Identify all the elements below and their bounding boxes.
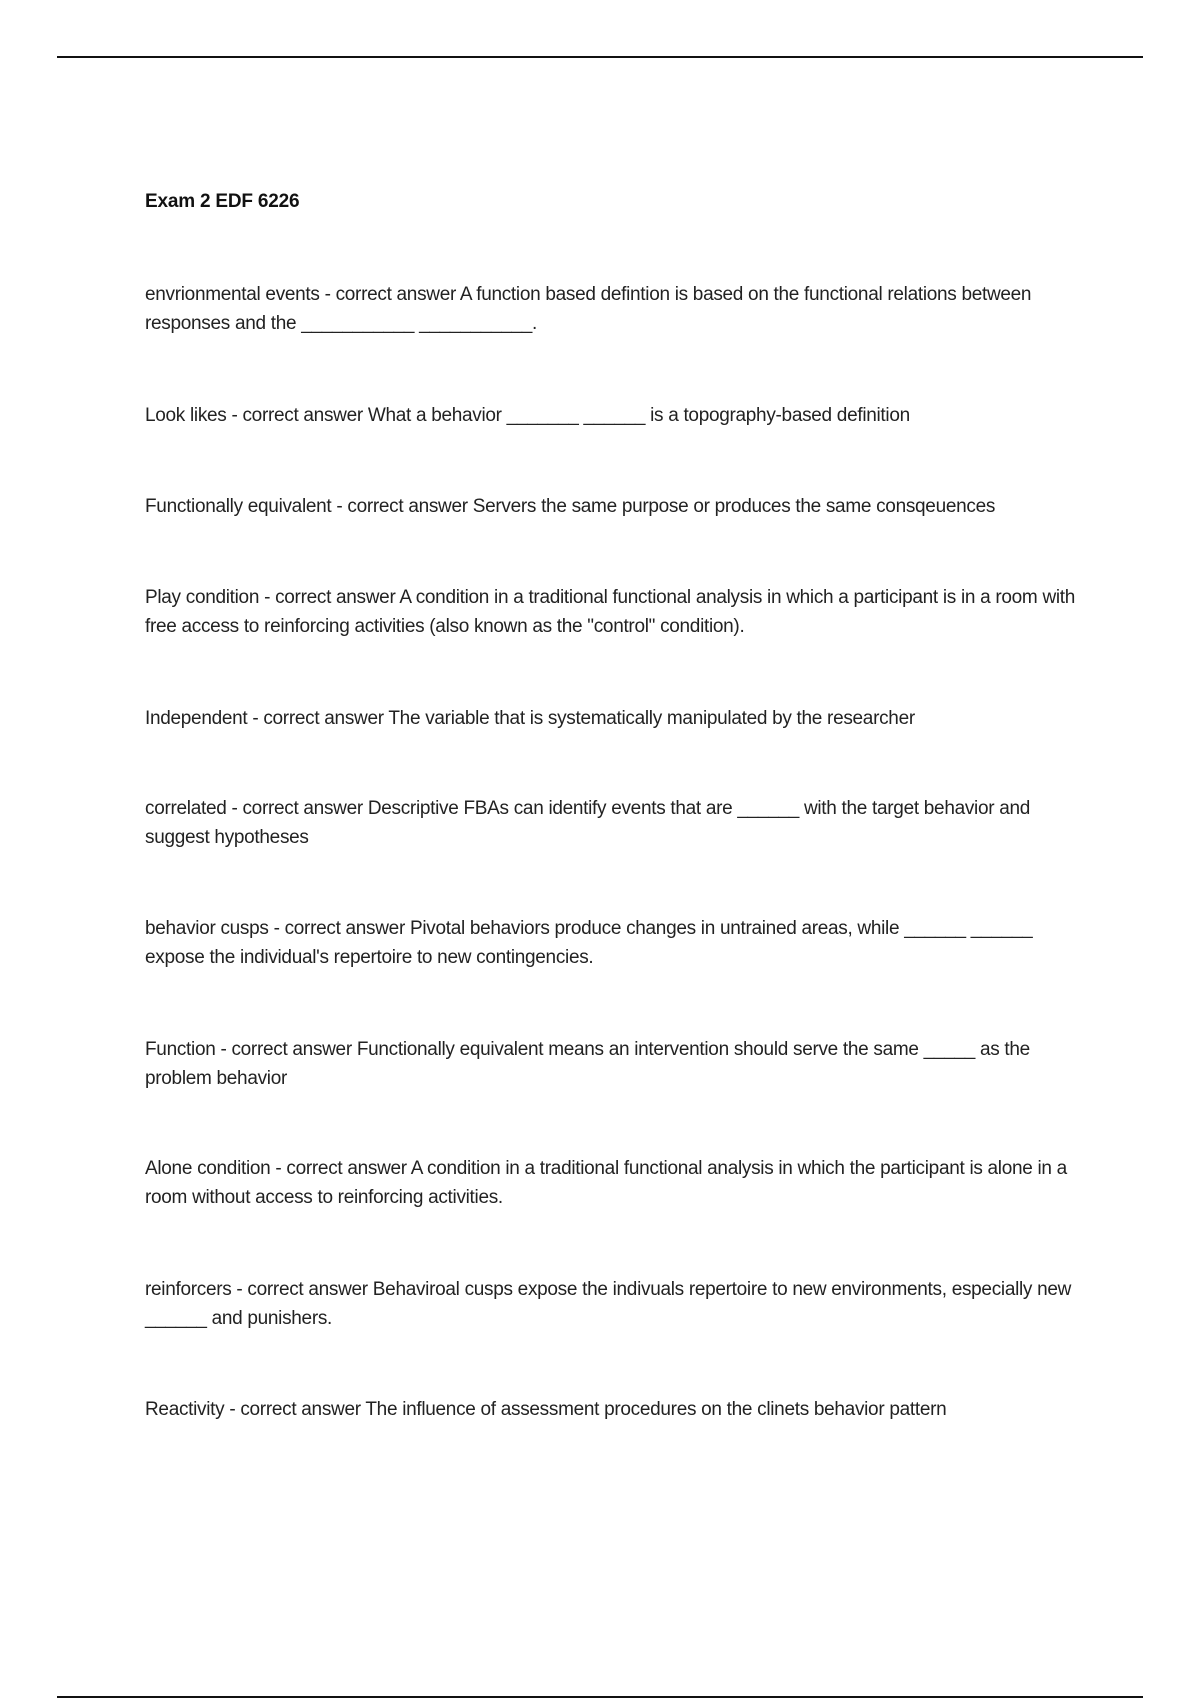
flashcard-entry: reinforcers - correct answer Behaviroal cusps expose the indivuals repertoire to new environments, especially new ______ and punishers.: [145, 1279, 1072, 1329]
flashcard-entry: Independent - correct answer The variable that is systematically manipulated by the researcher: [145, 708, 915, 729]
flashcard-entry: envrionmental events - correct answer A function based defintion is based on the functional relations between responses and the ___________ ___________.: [145, 284, 1032, 334]
flashcard-entry: Reactivity - correct answer The influence of assessment procedures on the clinets behavior pattern: [145, 1399, 947, 1420]
flashcard-entry: Functionally equivalent - correct answer Servers the same purpose or produces the same consqeuences: [145, 496, 996, 517]
flashcard-entry: Function - correct answer Functionally equivalent means an intervention should serve the same _____ as the problem behavior: [145, 1039, 1030, 1089]
footer-rule: [57, 1696, 1143, 1698]
header-rule: [57, 56, 1143, 58]
flashcard-entry: Play condition - correct answer A condition in a traditional functional analysis in which a participant is in a room with free access to reinforcing activities (also known as the "control" condition).: [145, 587, 1076, 637]
flashcard-entry: correlated - correct answer Descriptive FBAs can identify events that are ______ with the target behavior and suggest hypotheses: [145, 798, 1031, 848]
flashcard-entry: Look likes - correct answer What a behavior _______ ______ is a topography-based definition: [145, 405, 910, 426]
flashcard-entry: behavior cusps - correct answer Pivotal behaviors produce changes in untrained areas, while ______ ______ expose the individual's repertoire to new contingencies.: [145, 918, 1033, 968]
document-title: Exam 2 EDF 6226: [145, 191, 300, 212]
flashcard-entry: Alone condition - correct answer A condition in a traditional functional analysis in which the participant is alone in a room without access to reinforcing activities.: [145, 1158, 1067, 1208]
